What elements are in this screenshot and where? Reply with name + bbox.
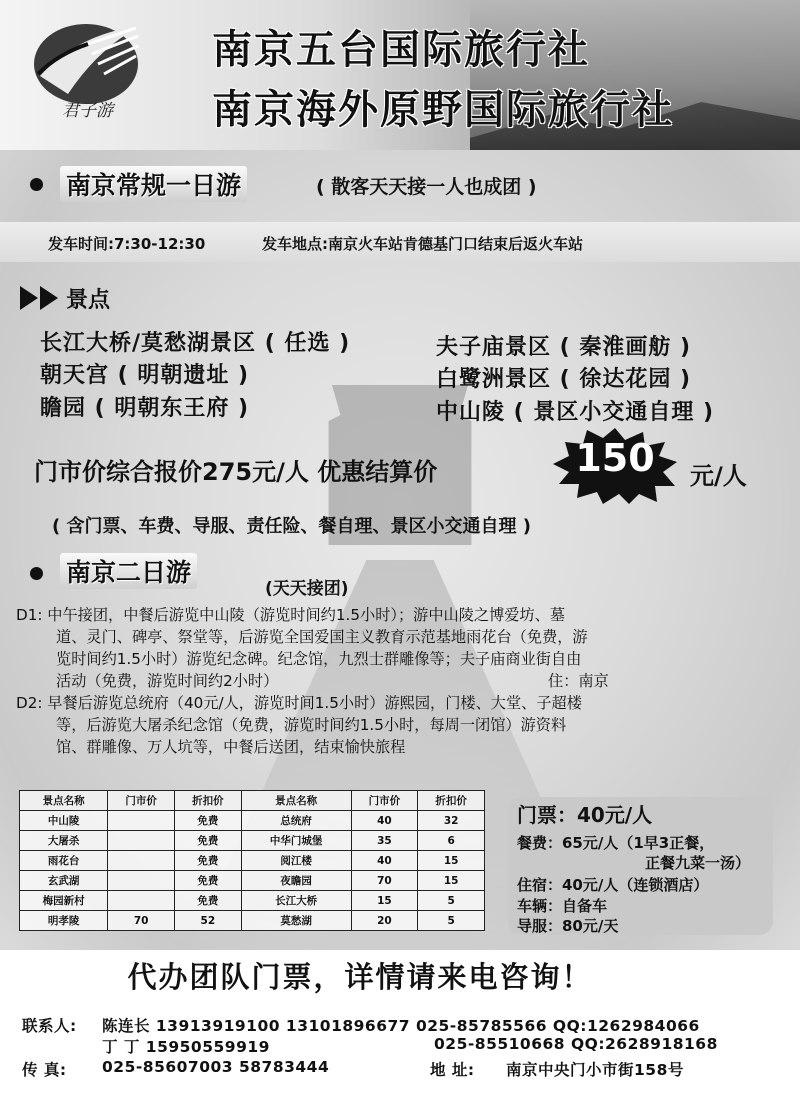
d2-line-2: 等，后游览大屠杀纪念馆（免费，游览时间约1.5小时，每周一闭馆）游资料	[56, 716, 567, 734]
agency-title-1: 南京五台国际旅行社	[212, 27, 590, 73]
table-cell	[108, 871, 175, 891]
table-row	[20, 851, 485, 871]
table-cell: 15	[351, 891, 418, 911]
table-cell: 5	[418, 891, 485, 911]
table-cell: 中山陵	[20, 811, 108, 831]
info-vehicle: 车辆：自备车	[517, 897, 608, 915]
table-cell: 15	[418, 871, 485, 891]
table-cell: 32	[418, 811, 485, 831]
info-ticket: 门票：40元/人	[517, 803, 653, 827]
table-cell: 中华门城堡	[241, 831, 351, 851]
spot-left-2: 朝天宫 ( 明朝遗址 )	[40, 363, 250, 388]
table-cell: 免费	[174, 831, 241, 851]
slogan: 代办团队门票，详情请来电咨询！	[127, 960, 593, 994]
table-row	[20, 891, 485, 911]
d2-line-3: 馆、群雕像、万人坑等，中餐后送团，结束愉快旅程	[56, 738, 406, 756]
table-cell: 免费	[174, 811, 241, 831]
table-cell: 15	[418, 851, 485, 871]
price-highlight: 150	[575, 436, 655, 480]
column-header: 折扣价	[418, 791, 485, 811]
address-label: 地 址:	[430, 1061, 475, 1079]
tour2-note: (天天接团)	[265, 579, 349, 599]
table-cell: 40	[351, 851, 418, 871]
spot-left-3: 瞻园 ( 明朝东王府 )	[40, 396, 250, 421]
table-cell: 52	[174, 911, 241, 931]
table-header-row	[20, 791, 485, 811]
spot-right-3: 中山陵 ( 景区小交通自理 )	[436, 400, 715, 425]
tour1-title: 南京常规一日游	[60, 166, 247, 202]
table-cell: 总统府	[241, 811, 351, 831]
table-cell: 6	[418, 831, 485, 851]
d1-line-4: 活动（免费，游览时间约2小时）	[56, 672, 279, 690]
bullet-icon	[30, 178, 43, 191]
d1-line-2: 道、灵门、碑亭、祭堂等，后游览全国爱国主义教育示范基地雨花台（免费，游	[56, 628, 588, 646]
contact-person-2-phone: 025-85510668 QQ:2628918168	[434, 1035, 718, 1053]
fax-label: 传 真:	[22, 1061, 67, 1079]
spots-heading: 景点	[66, 288, 111, 313]
column-header: 门市价	[351, 791, 418, 811]
table-cell: 70	[108, 911, 175, 931]
agency-title-2: 南京海外原野国际旅行社	[212, 87, 674, 133]
table-cell	[108, 891, 175, 911]
table-cell: 免费	[174, 871, 241, 891]
table-cell: 免费	[174, 851, 241, 871]
table-cell: 长江大桥	[241, 891, 351, 911]
double-arrow-icon	[20, 286, 62, 310]
table-cell: 35	[351, 831, 418, 851]
info-meal-1: 餐费：65元/人（1早3正餐，	[517, 834, 715, 852]
table-cell: 免费	[174, 891, 241, 911]
info-stay: 住宿：40元/人（连锁酒店）	[517, 876, 709, 894]
table-cell: 玄武湖	[20, 871, 108, 891]
table-cell: 雨花台	[20, 851, 108, 871]
table-cell	[108, 811, 175, 831]
table-row	[20, 871, 485, 891]
spot-left-1: 长江大桥/莫愁湖景区 ( 任选 )	[40, 331, 351, 356]
address: 南京中央门小市街158号	[506, 1061, 684, 1079]
d2-line-1: D2: 早餐后游览总统府（40元/人，游览时间1.5小时）游熙园，门楼、大堂、子超楼	[16, 694, 582, 712]
logo-caption: 君子游	[62, 101, 113, 121]
spot-right-1: 夫子庙景区 ( 秦淮画舫 )	[436, 335, 692, 360]
d1-line-1: D1: 中午接团，中餐后游览中山陵（游览时间约1.5小时）；游中山陵之博爱坊、墓	[16, 606, 566, 624]
depart-time: 发车时间:7:30-12:30	[48, 235, 206, 253]
table-cell: 20	[351, 911, 418, 931]
contact-person-2: 丁 丁 15950559919	[102, 1038, 270, 1056]
depart-place: 发车地点:南京火车站肯德基门口结束后返火车站	[262, 235, 584, 253]
bullet-icon	[30, 567, 43, 580]
column-header: 景点名称	[241, 791, 351, 811]
table-cell: 5	[418, 911, 485, 931]
contact-person-label: 联系人:	[22, 1017, 77, 1035]
fax-number: 025-85607003 58783444	[102, 1058, 330, 1076]
column-header: 折扣价	[174, 791, 241, 811]
column-header: 门市价	[108, 791, 175, 811]
table-cell: 夜瞻园	[241, 871, 351, 891]
table-cell: 40	[351, 811, 418, 831]
spot-right-2: 白鹭洲景区 ( 徐达花园 )	[436, 367, 692, 392]
table-cell: 莫愁湖	[241, 911, 351, 931]
info-meal-2: 正餐九菜一汤）	[645, 854, 751, 872]
column-header: 景点名称	[20, 791, 108, 811]
contact-person-1: 陈连长 13913919100 13101896677 025-85785566 QQ:1262984066	[102, 1017, 700, 1035]
tour2-title: 南京二日游	[60, 553, 197, 589]
table-row	[20, 831, 485, 851]
table-cell: 70	[351, 871, 418, 891]
price-unit: 元/人	[690, 462, 747, 490]
table-cell	[108, 831, 175, 851]
table-cell: 明孝陵	[20, 911, 108, 931]
table-cell: 阅江楼	[241, 851, 351, 871]
d1-line-3: 览时间约1.5小时）游览纪念碑。纪念馆，九烈士群雕像等；夫子庙商业街自由	[56, 650, 582, 668]
price-text: 门市价综合报价275元/人 优惠结算价	[34, 458, 438, 486]
header-banner	[0, 0, 800, 150]
ticket-price-table	[19, 790, 485, 931]
price-includes: ( 含门票、车费、导服、责任险、餐自理、景区小交通自理 )	[52, 516, 531, 537]
table-cell	[108, 851, 175, 871]
table-cell: 梅园新村	[20, 891, 108, 911]
table-row	[20, 811, 485, 831]
tour1-note: ( 散客天天接一人也成团 )	[316, 176, 537, 198]
table-row	[20, 911, 485, 931]
info-guide: 导服：80元/天	[517, 917, 619, 935]
table-cell: 大屠杀	[20, 831, 108, 851]
d1-stay: 住：南京	[548, 672, 609, 690]
